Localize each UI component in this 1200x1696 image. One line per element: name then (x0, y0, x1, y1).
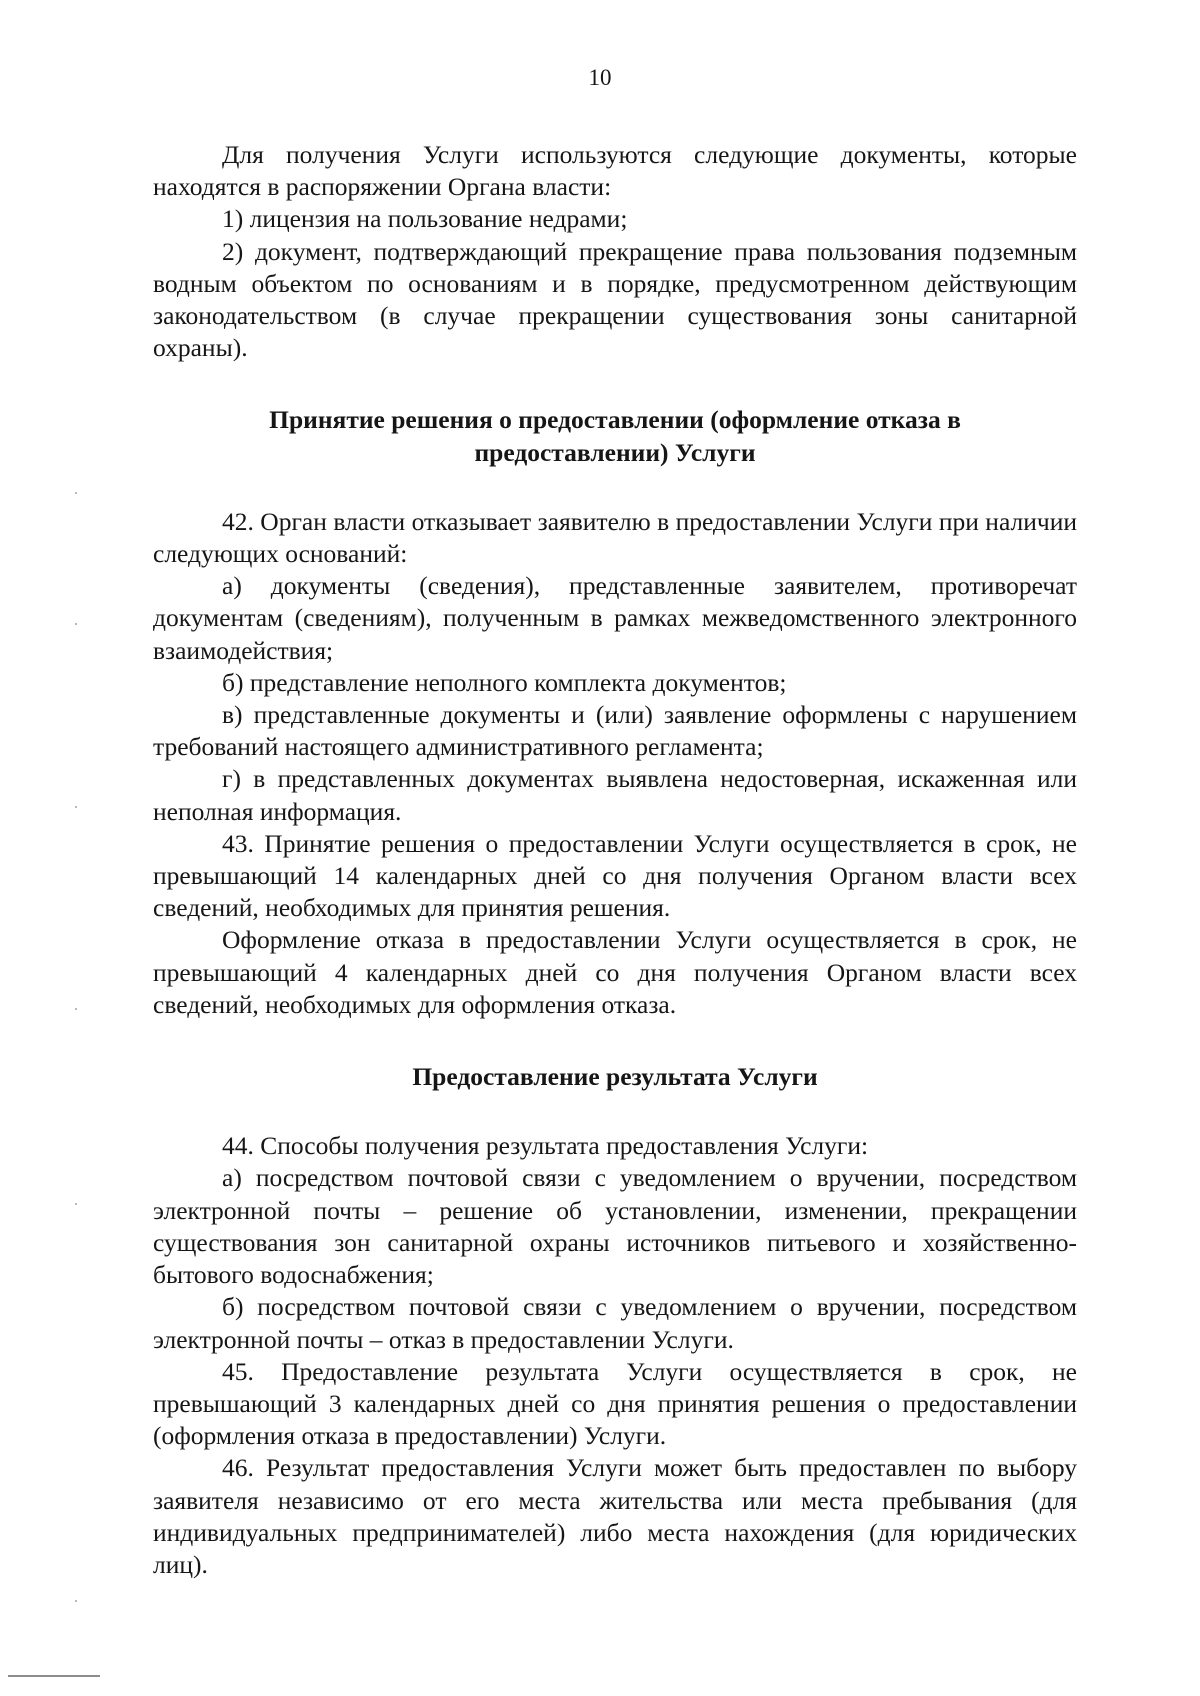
clause-42-g: г) в представленных документах выявлена недостоверная, искаженная или неполная информация. (153, 764, 1077, 826)
margin-mark (75, 623, 77, 625)
clause-44-a: а) посредством почтовой связи с уведомлением о вручении, посредством электронной почты – решение об установлении, изменении, прекращении существования зон санитарной охраны источников питьевого и хозяйственно-бытового водоснабжения; (153, 1163, 1077, 1290)
clause-44-b: б) посредством почтовой связи с уведомлением о вручении, посредством электронной почты – отказ в предоставлении Услуги. (153, 1292, 1077, 1354)
clause-44: 44. Способы получения результата предоставления Услуги: (222, 1131, 869, 1161)
margin-mark (75, 492, 77, 494)
clause-42-b: б) представление неполного комплекта документов; (222, 667, 787, 697)
section-decision-heading-line-1: Принятие решения о предоставлении (оформление отказа в (269, 405, 961, 435)
document-body (153, 139, 1077, 1581)
clause-42: 42. Орган власти отказывает заявителю в предоставлении Услуги при наличии следующих оснований: (153, 506, 1077, 569)
margin-mark (75, 1600, 77, 1602)
section-decision (153, 404, 1077, 468)
section-decision-heading-line-2: предоставлении) Услуги (474, 437, 756, 467)
clause-42-a: а) документы (сведения), представленные заявителем, противоречат документам (сведениям), полученным в рамках межведомственного электронного взаимодействия; (153, 571, 1077, 665)
section-result (153, 1061, 1077, 1093)
page-number: 10 (588, 65, 612, 90)
margin-mark (75, 1008, 77, 1010)
clause-46: 46. Результат предоставления Услуги может быть предоставлен по выбору заявителя независимо от его места жительства или места пребывания (для индивидуальных предпринимателей) либо места нахождения (для юридических лиц). (153, 1453, 1077, 1579)
margin-mark (75, 806, 77, 808)
clause-43: 43. Принятие решения о предоставлении Услуги осуществляется в срок, не превышающий 14 календарных дней со дня получения Органом власти всех сведений, необходимых для принятия решения. (153, 828, 1077, 923)
intro-item-2: 2) документ, подтверждающий прекращение права пользования подземным водным объектом по основаниям и в порядке, предусмотренном действующим законодательством (в случае прекращении существования зоны санитарной охраны). (153, 236, 1077, 363)
section-result-heading: Предоставление результата Услуги (412, 1062, 818, 1092)
margin-mark (75, 1203, 77, 1205)
footer-rule (8, 1675, 100, 1677)
section-decision-content (153, 506, 1077, 1021)
intro-paragraph: Для получения Услуги используются следующие документы, которые находятся в распоряжении Органа власти: (153, 140, 1077, 202)
clause-42-v: в) представленные документы и (или) заявление оформлены с нарушением требований настоящего административного регламента; (153, 700, 1077, 762)
clause-43-refusal: Оформление отказа в предоставлении Услуги осуществляется в срок, не превышающий 4 календарных дней со дня получения Органом власти всех сведений, необходимых для оформления отказа. (153, 925, 1077, 1019)
section-result-content (153, 1130, 1077, 1581)
clause-45: 45. Предоставление результата Услуги осуществляется в срок, не превышающий 3 календарных дней со дня принятия решения о предоставлении (оформления отказа в предоставлении) Услуги. (153, 1356, 1077, 1451)
intro-item-1: 1) лицензия на пользование недрами; (222, 204, 628, 234)
